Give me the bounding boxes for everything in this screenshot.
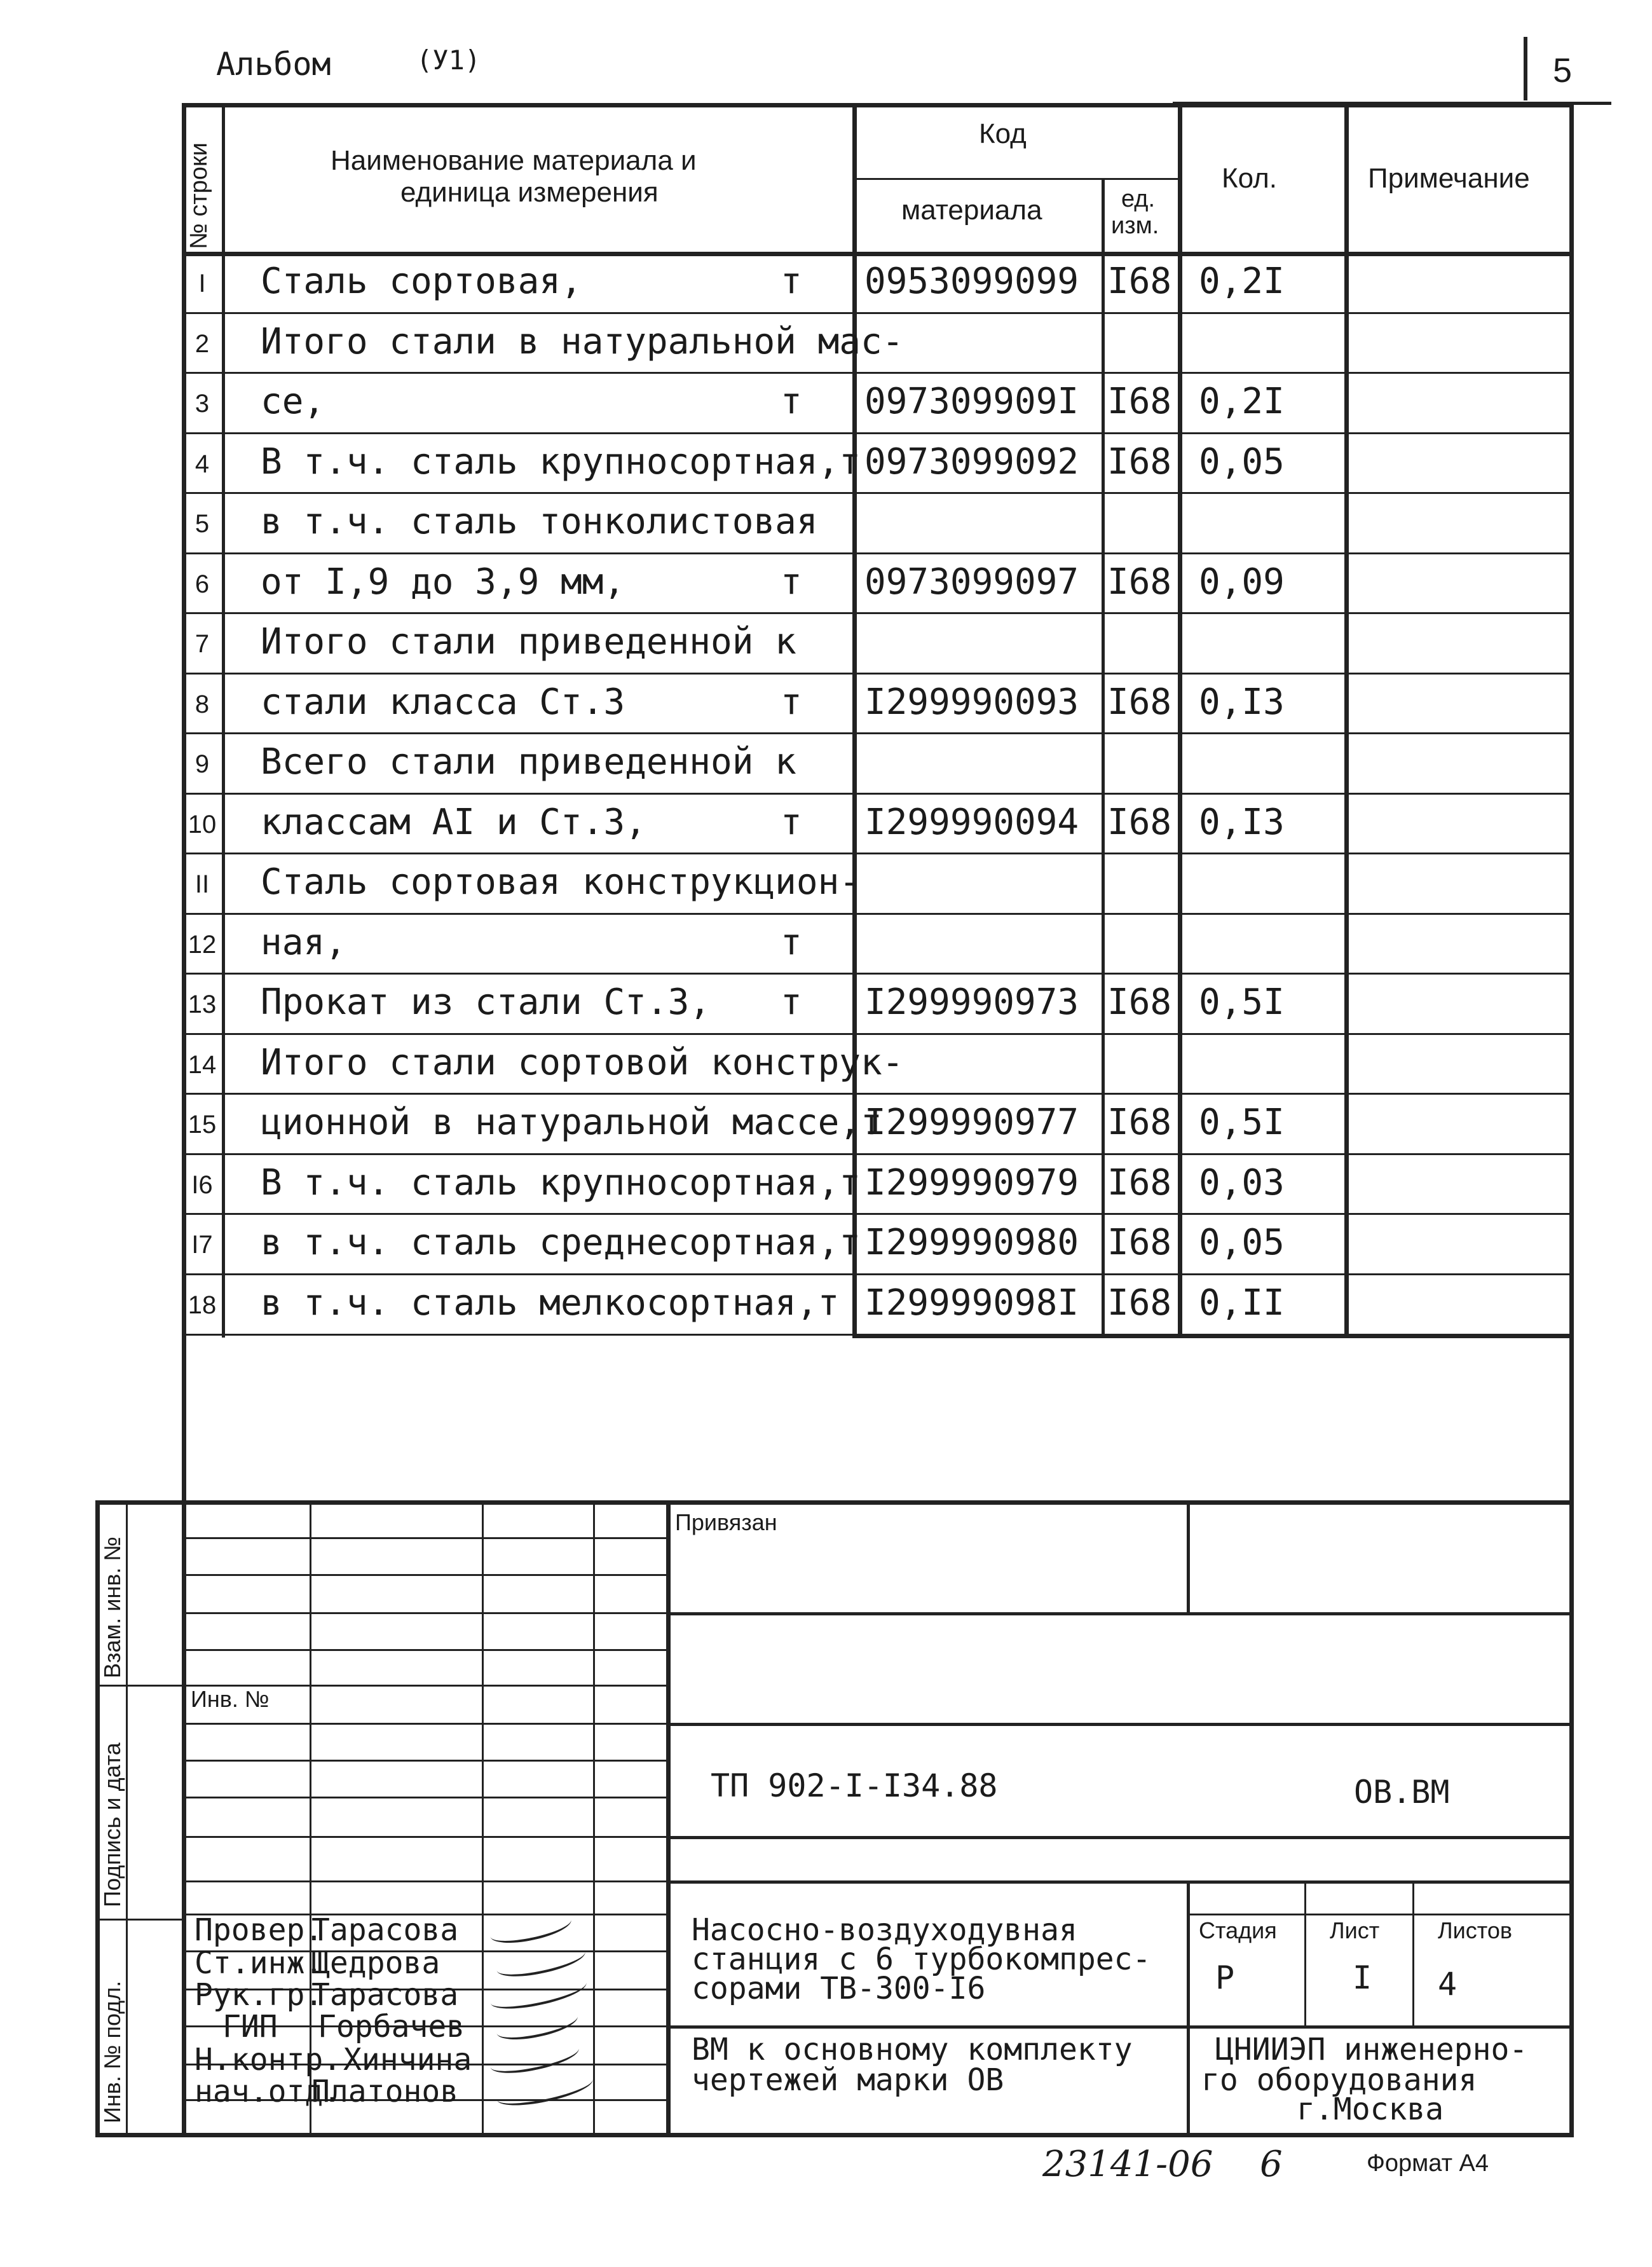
signer-role: Провер. [195, 1912, 324, 1948]
row-number: 3 [195, 390, 210, 418]
privyazan-sep [1187, 1500, 1190, 1613]
right-h3 [666, 1836, 1571, 1839]
row-code: 0973099092 [864, 441, 1079, 483]
side-podpis: Подпись и дата [99, 1743, 125, 1907]
page-number-divider [1524, 37, 1527, 100]
stamp-grid-line [182, 1612, 666, 1614]
row-name: Итого стали приведенной к [261, 621, 796, 662]
signature-scribble [488, 2037, 582, 2079]
row-number: I6 [191, 1171, 213, 1199]
row-unit-letter: т [781, 381, 802, 422]
row-name: Сталь сортовая конструкцион- [261, 861, 861, 903]
stamp-grid-line [182, 1880, 666, 1882]
sheet-label: Лист [1330, 1917, 1380, 1943]
table-bottom-left [182, 1334, 854, 1336]
col-sep-qty [1344, 103, 1349, 1338]
signer-name: Тарасова [311, 1912, 459, 1948]
header-material: материала [901, 195, 1042, 226]
row-unit: I68 [1107, 261, 1172, 302]
row-divider [182, 913, 1571, 915]
col-sep-code [1178, 103, 1182, 1338]
signer-name: Платонов [311, 2074, 459, 2109]
row-number: 14 [188, 1051, 217, 1079]
side-sep-1 [95, 1685, 182, 1687]
row-number: 2 [195, 330, 210, 358]
side-vzam: Взам. инв. № [99, 1536, 125, 1678]
row-divider [182, 793, 1571, 795]
org-line3: г.Москва [1297, 2092, 1444, 2127]
format-label: Формат А4 [1367, 2150, 1489, 2177]
row-number: 10 [188, 811, 217, 839]
row-code: I299990977 [864, 1102, 1079, 1143]
header-unit-line2: изм. [1111, 212, 1159, 239]
handwritten-number-2: 6 [1260, 2144, 1283, 2185]
row-unit-letter: т [781, 802, 802, 843]
signature-scribble [495, 2067, 596, 2111]
signer-role: Н.контр. [195, 2042, 342, 2078]
row-name: се, [261, 381, 325, 422]
stage-h1 [1187, 1914, 1571, 1915]
side-inv: Инв. № подл. [99, 1980, 125, 2123]
row-divider [182, 372, 1571, 374]
row-name: Всего стали приведенной к [261, 741, 796, 783]
row-qty: 0,03 [1199, 1162, 1285, 1203]
stamp-grid-line [182, 1836, 666, 1838]
doc-mark: ОВ.ВМ [1354, 1774, 1450, 1811]
row-number: 4 [195, 450, 210, 478]
row-name: в т.ч. сталь мелкосортная,т [261, 1282, 840, 1324]
row-divider [182, 673, 1571, 675]
handwritten-number: 23141-06 [1042, 2144, 1213, 2185]
header-rownum: № строки [186, 142, 212, 249]
header-code-split [854, 178, 1182, 180]
row-unit-letter: т [781, 982, 802, 1023]
row-name: В т.ч. сталь крупносортная,т [261, 1162, 861, 1203]
row-code: I299990094 [864, 802, 1079, 843]
row-code: I299990980 [864, 1222, 1079, 1263]
row-number: II [195, 870, 210, 898]
frame-top [182, 103, 1571, 107]
row-code: 097309909I [864, 381, 1079, 422]
row-qty: 0,I3 [1199, 681, 1285, 723]
row-divider [182, 612, 1571, 614]
grid-v1 [310, 1500, 311, 2135]
header-qty: Кол. [1222, 163, 1278, 194]
row-code: I29999098I [864, 1282, 1079, 1324]
frame-right [1569, 103, 1574, 2137]
row-number: 8 [195, 690, 210, 718]
sheets-label: Листов [1438, 1917, 1512, 1943]
row-number: 18 [188, 1291, 217, 1319]
row-number: 12 [188, 931, 217, 959]
row-qty: 0,2I [1199, 381, 1285, 422]
row-number: 7 [195, 630, 210, 658]
row-divider [182, 1033, 1571, 1035]
stamp-bottom [95, 2133, 1571, 2137]
stage-label: Стадия [1199, 1917, 1277, 1943]
header-code: Код [979, 118, 1027, 149]
header-name-line2: единица измерения [400, 177, 659, 208]
row-unit: I68 [1107, 982, 1172, 1023]
signer-role: нач.отд. [195, 2074, 342, 2109]
row-qty: 0,II [1199, 1282, 1285, 1324]
signer-name: Горбачев [318, 2009, 465, 2044]
row-qty: 0,I3 [1199, 802, 1285, 843]
signer-role: Рук.гр. [195, 1977, 324, 2013]
grid-v2 [482, 1500, 484, 2135]
row-number: I7 [191, 1231, 213, 1259]
header-name-line1: Наименование материала и [331, 145, 697, 176]
row-number: 13 [188, 990, 217, 1018]
row-code: I299990973 [864, 982, 1079, 1023]
row-unit: I68 [1107, 1102, 1172, 1143]
stamp-left-inner [182, 1500, 186, 2135]
header-unit-line1: ед. [1121, 186, 1156, 212]
right-h2 [666, 1723, 1571, 1726]
row-number: 15 [188, 1111, 217, 1139]
row-name: в т.ч. сталь среднесортная,т [261, 1222, 861, 1263]
stamp-grid-line [182, 1574, 666, 1576]
row-unit: I68 [1107, 441, 1172, 483]
stamp-grid-line [182, 1797, 666, 1798]
row-divider [182, 1153, 1571, 1155]
stamp-grid-line [182, 1649, 666, 1651]
header-note: Примечание [1368, 163, 1530, 194]
stage-sep-1 [1304, 1880, 1306, 2027]
row-unit-letter: т [781, 681, 802, 723]
row-qty: 0,05 [1199, 1222, 1285, 1263]
signer-role: Ст.инж. [195, 1945, 324, 1981]
stamp-grid-line [182, 1760, 666, 1762]
col-sep-rownum [222, 103, 225, 1338]
row-divider [182, 853, 1571, 854]
row-qty: 0,05 [1199, 441, 1285, 483]
sheet-value: I [1353, 1959, 1372, 1996]
row-number: 6 [195, 570, 210, 598]
row-qty: 0,2I [1199, 261, 1285, 302]
row-unit: I68 [1107, 802, 1172, 843]
row-unit: I68 [1107, 1162, 1172, 1203]
row-code: 0973099097 [864, 561, 1079, 603]
row-divider [182, 552, 1571, 554]
row-divider [182, 1213, 1571, 1215]
row-divider [182, 312, 1571, 314]
org-line2: го оборудования [1201, 2062, 1477, 2098]
row-divider [182, 732, 1571, 734]
right-h1 [666, 1612, 1571, 1615]
row-unit: I68 [1107, 681, 1172, 723]
signer-name: Тарасова [311, 1977, 459, 2013]
row-code: 0953099099 [864, 261, 1079, 302]
row-unit: I68 [1107, 381, 1172, 422]
row-name: В т.ч. сталь крупносортная,т [261, 441, 861, 483]
sheets-value: 4 [1438, 1966, 1457, 2003]
privyazan-label: Привязан [675, 1509, 777, 1535]
row-divider [182, 492, 1571, 494]
signature-scribble [495, 1940, 588, 1983]
row-name: стали класса Ст.3 [261, 681, 625, 723]
row-number: 5 [195, 510, 210, 538]
row-unit: I68 [1107, 1282, 1172, 1324]
table-bottom [852, 1334, 1571, 1338]
signature-scribble [494, 2004, 580, 2045]
row-divider [182, 1273, 1571, 1275]
album-suffix: (У1) [416, 45, 481, 76]
row-unit-letter: т [781, 561, 802, 603]
stamp-side-sep [126, 1500, 128, 2135]
signer-role: ГИП [222, 2009, 278, 2044]
stage-sep-left [1187, 1880, 1190, 2135]
title-line2: станция с 6 турбокомпрес- [692, 1942, 1151, 1977]
stage-value: Р [1215, 1959, 1235, 1996]
title-line3: сорами ТВ-300-I6 [692, 1971, 986, 2006]
subtitle-line2: чертежей марки ОВ [692, 2062, 1004, 2098]
stamp-top [95, 1500, 1571, 1505]
row-number: 9 [195, 750, 210, 778]
side-sep-2 [95, 1919, 182, 1921]
row-code: I299990979 [864, 1162, 1079, 1203]
row-name: ная, [261, 922, 346, 963]
stamp-main-sep [666, 1500, 671, 2135]
page-number: 5 [1553, 51, 1573, 90]
grid-v3 [593, 1500, 595, 2135]
row-name: Сталь сортовая, [261, 261, 582, 302]
row-qty: 0,09 [1199, 561, 1285, 603]
row-number: I [198, 270, 206, 298]
row-divider [182, 1093, 1571, 1095]
col-sep-unit [1102, 178, 1105, 1338]
row-unit-letter: т [781, 261, 802, 302]
signer-name: Щедрова [311, 1945, 440, 1981]
row-qty: 0,5I [1199, 982, 1285, 1023]
stage-sep-2 [1412, 1880, 1414, 2027]
org-line1: ЦНИИЭП инженерно- [1215, 2032, 1528, 2067]
signature-scribble [488, 1971, 589, 2015]
col-sep-name [852, 103, 857, 1338]
header-bottom [182, 252, 1571, 256]
row-unit-letter: т [781, 922, 802, 963]
row-name: Итого стали в натуральной мас- [261, 321, 904, 362]
row-unit: I68 [1107, 1222, 1172, 1263]
row-name: в т.ч. сталь тонколистовая [261, 501, 818, 542]
row-divider [182, 432, 1571, 434]
right-h4 [666, 1880, 1571, 1884]
row-unit: I68 [1107, 561, 1172, 603]
inv-label: Инв. № [191, 1686, 270, 1712]
row-name: от I,9 до 3,9 мм, [261, 561, 625, 603]
row-name: Итого стали сортовой конструк- [261, 1042, 904, 1083]
row-name: ционной в натуральной массе,т [261, 1102, 882, 1143]
signer-name: Хинчина [343, 2042, 472, 2078]
title-line1: Насосно-воздуходувная [692, 1912, 1077, 1948]
stage-h2 [666, 2025, 1571, 2029]
stamp-grid-line [182, 1537, 666, 1539]
row-name: классам АI и Ст.3, [261, 802, 646, 843]
subtitle-line1: ВМ к основному комплекту [692, 2032, 1133, 2067]
row-name: Прокат из стали Ст.3, [261, 982, 711, 1023]
row-code: I299990093 [864, 681, 1079, 723]
album-label: Альбом [216, 46, 331, 83]
row-divider [182, 973, 1571, 975]
stamp-grid-line [182, 1723, 666, 1725]
doc-code: ТП 902-I-I34.88 [711, 1767, 998, 1804]
row-qty: 0,5I [1199, 1102, 1285, 1143]
